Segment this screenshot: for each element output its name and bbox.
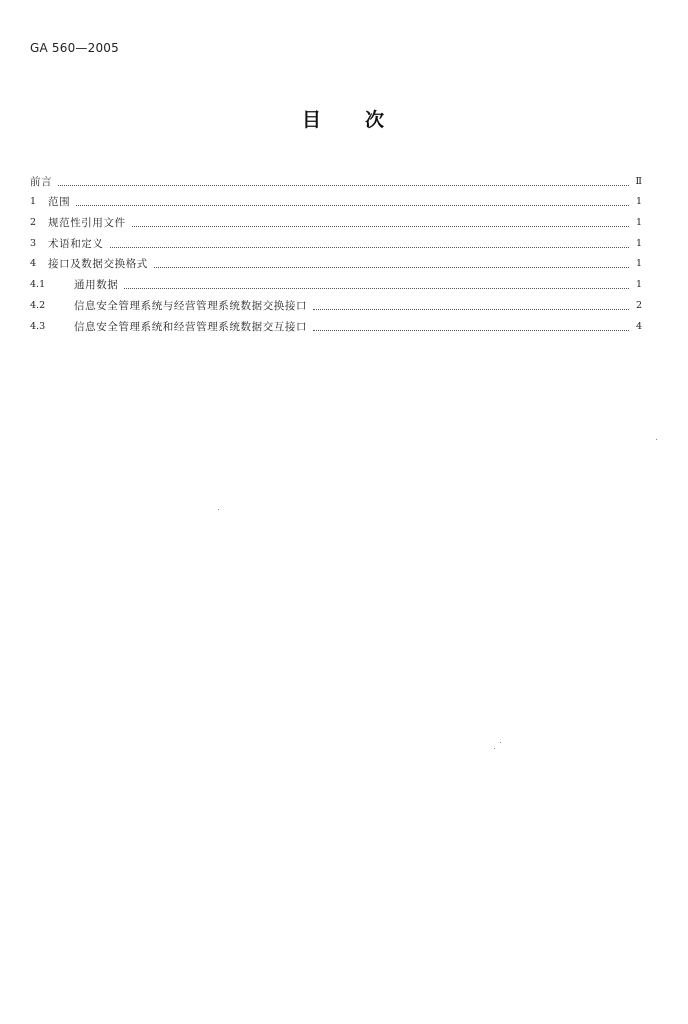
toc-entry-page: 1 — [635, 258, 642, 270]
toc-entry-page: 1 — [635, 217, 642, 229]
toc-entry-4[interactable] — [30, 251, 642, 272]
toc-leader-dots — [76, 205, 629, 206]
toc-entry-page: Ⅱ — [635, 175, 642, 187]
toc-entry-preface[interactable] — [30, 168, 642, 189]
scan-speck — [218, 509, 219, 510]
toc-entry-number: 4.3 — [30, 320, 46, 332]
toc-leader-dots — [124, 288, 629, 289]
toc-entry-2[interactable] — [30, 209, 642, 230]
toc-entry-3[interactable] — [30, 230, 642, 251]
toc-entry-page: 2 — [635, 299, 642, 311]
toc-entry-label: 规范性引用文件 — [48, 217, 126, 230]
toc-leader-dots — [110, 247, 630, 248]
toc-entry-label: 范围 — [48, 196, 71, 209]
toc-title-char-2: 次 — [365, 109, 385, 131]
toc-entry-4-1[interactable] — [30, 271, 642, 292]
toc-entry-label: 信息安全管理系统与经营管理系统数据交换接口 — [74, 299, 308, 312]
toc-leader-dots — [154, 267, 629, 268]
toc-leader-dots — [132, 226, 629, 227]
toc-entry-4-2[interactable] — [30, 292, 642, 313]
scan-speck — [656, 439, 657, 440]
toc-entry-label: 术语和定义 — [48, 237, 104, 250]
toc-entry-number: 1 — [30, 196, 37, 208]
table-of-contents — [30, 168, 642, 334]
toc-entry-page: 1 — [635, 279, 642, 291]
toc-entry-1[interactable] — [30, 189, 642, 210]
toc-entry-page: 4 — [635, 320, 642, 332]
toc-entry-label: 前言 — [30, 175, 53, 188]
toc-entry-page: 1 — [635, 237, 642, 249]
toc-entry-page: 1 — [635, 196, 642, 208]
scan-speck — [500, 742, 501, 743]
toc-entry-number: 4 — [30, 258, 37, 270]
toc-entry-number: 4.1 — [30, 279, 46, 291]
toc-entry-label: 接口及数据交换格式 — [48, 258, 148, 271]
toc-leader-dots — [58, 185, 629, 186]
toc-entry-label: 信息安全管理系统和经营管理系统数据交互接口 — [74, 320, 308, 333]
toc-entry-number: 2 — [30, 217, 37, 229]
toc-entry-number: 4.2 — [30, 299, 46, 311]
scan-speck — [494, 748, 495, 749]
toc-title-char-1: 目 — [302, 109, 322, 131]
standard-code-header: GA 560—2005 — [30, 41, 119, 55]
toc-entry-label: 通用数据 — [74, 279, 119, 292]
toc-entry-number: 3 — [30, 237, 37, 249]
toc-leader-dots — [313, 330, 629, 331]
toc-entry-4-3[interactable] — [30, 313, 642, 334]
toc-leader-dots — [313, 309, 629, 310]
toc-title — [302, 105, 384, 132]
